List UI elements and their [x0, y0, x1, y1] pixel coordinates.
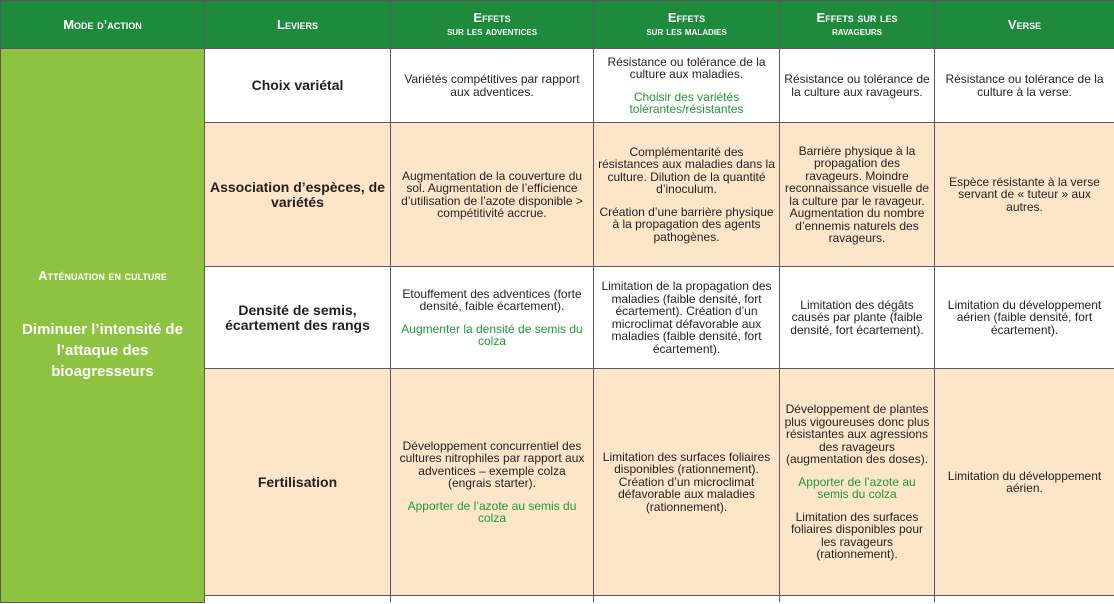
ravageurs-cell — [780, 267, 935, 369]
ravageurs-recommendation: Apporter de l’azote au semis du colza — [798, 474, 916, 502]
adventices-recommendation: Apporter de l’azote au semis du colza — [407, 498, 577, 525]
adventices-cell — [391, 49, 594, 123]
ravageurs-cell — [780, 123, 935, 267]
header-leviers: Leviers — [205, 1, 391, 49]
empty-cell — [935, 596, 1114, 603]
maladies-text: Limitation de la propagation des maladies (faible densité, fort écartement). Création d’un microclimat défavorable aux maladies (faible densité, fort écartement). — [601, 279, 772, 356]
ravageurs-text: Barrière physique à la propagation des ravageurs. Moindre reconnaissance visuelle de la culture par le ravageur. Augmentation du nombre d’ennemis naturels des ravageurs. — [784, 143, 930, 245]
adventices-text: Augmentation de la couverture du sol. Augmentation de l’efficience d’utilisation de l’azote disponible > compétitivité accrue. — [401, 168, 583, 220]
ravageurs-text-2: Limitation des surfaces foliaires disponibles pour les ravageurs (rationnement). — [790, 509, 924, 562]
maladies-text: Résistance ou tolérance de la culture aux maladies. — [607, 54, 766, 81]
maladies-cell — [594, 123, 780, 267]
header-adventices — [391, 1, 594, 49]
header-verse: Verse — [935, 1, 1114, 49]
header-maladies — [594, 1, 780, 49]
maladies-text: Complémentarité des résistances aux maladies dans la culture. Dilution de la quantité d’inoculum. — [598, 144, 775, 197]
empty-cell — [391, 596, 594, 603]
maladies-text: Limitation des surfaces foliaires disponibles (rationnement). Création d’un microclimat défavorable aux maladies (rationnement). — [602, 449, 771, 514]
header-maladies-line1: Effets — [667, 9, 706, 25]
levier-cell: Association d’espèces, de variétés — [205, 123, 391, 267]
levier-cell: Fertilisation — [205, 369, 391, 596]
adventices-recommendation: Augmenter la densité de semis du colza — [401, 321, 583, 348]
adventices-cell — [391, 369, 594, 596]
verse-cell — [935, 49, 1114, 123]
maladies-text-2: Création d’une barrière physique à la propagation des agents pathogènes. — [599, 204, 774, 244]
maladies-cell — [594, 49, 780, 123]
maladies-recommendation: Choisir des variétés tolérantes/résistantes — [629, 89, 744, 116]
table-row — [1, 49, 1114, 123]
adventices-text: Etouffement des adventices (forte densité, faible écartement). — [402, 286, 582, 313]
mode-cell — [1, 49, 205, 603]
ravageurs-text: Limitation des dégâts causés par plante (faible densité, fort écartement). — [790, 297, 924, 337]
mode-subtitle: Diminuer l’intensité de l’attaque des bioagresseurs — [22, 321, 183, 381]
header-row — [1, 1, 1114, 49]
adventices-text: Développement concurrentiel des cultures nitrophiles par rapport aux adventices – exemple colza (engrais starter). — [399, 438, 585, 490]
empty-cell — [780, 596, 935, 603]
levier-cell: Choix variétal — [205, 49, 391, 123]
empty-cell — [205, 596, 391, 603]
empty-cell — [594, 596, 780, 603]
header-ravageurs — [780, 1, 935, 49]
verse-cell — [935, 267, 1114, 369]
header-adventices-line2: sur les adventices — [446, 25, 538, 38]
header-ravageurs-line1: Effets sur les — [816, 9, 898, 25]
ravageurs-text: Résistance ou tolérance de la culture aux ravageurs. — [784, 72, 930, 99]
mode-title: Atténuation en culture — [38, 268, 167, 284]
ravageurs-cell — [780, 49, 935, 123]
verse-cell — [935, 369, 1114, 596]
verse-text: Limitation du développement aérien (faible densité, fort écartement). — [947, 297, 1102, 337]
header-adventices-line1: Effets — [473, 9, 511, 25]
header-maladies-line2: sur les maladies — [646, 25, 727, 38]
header-ravageurs-line2: ravageurs — [832, 25, 882, 38]
adventices-cell — [391, 267, 594, 369]
header-mode: Mode d’action — [1, 1, 205, 49]
verse-cell — [935, 123, 1114, 267]
maladies-cell — [594, 267, 780, 369]
adventices-cell — [391, 123, 594, 267]
verse-text: Résistance ou tolérance de la culture à la verse. — [945, 72, 1104, 99]
ravageurs-cell — [780, 369, 935, 596]
ravageurs-text: Développement de plantes plus vigoureuses donc plus résistantes aux agressions des ravageurs (augmentation des doses). — [784, 402, 930, 467]
verse-text: Espèce résistante à la verse servant de « tuteur » aux autres. — [949, 174, 1100, 214]
maladies-cell — [594, 369, 780, 596]
adventices-text: Variétés compétitives par rapport aux adventices. — [404, 72, 580, 99]
verse-text: Limitation du développement aérien. — [947, 468, 1102, 495]
levier-cell: Densité de semis, écartement des rangs — [205, 267, 391, 369]
